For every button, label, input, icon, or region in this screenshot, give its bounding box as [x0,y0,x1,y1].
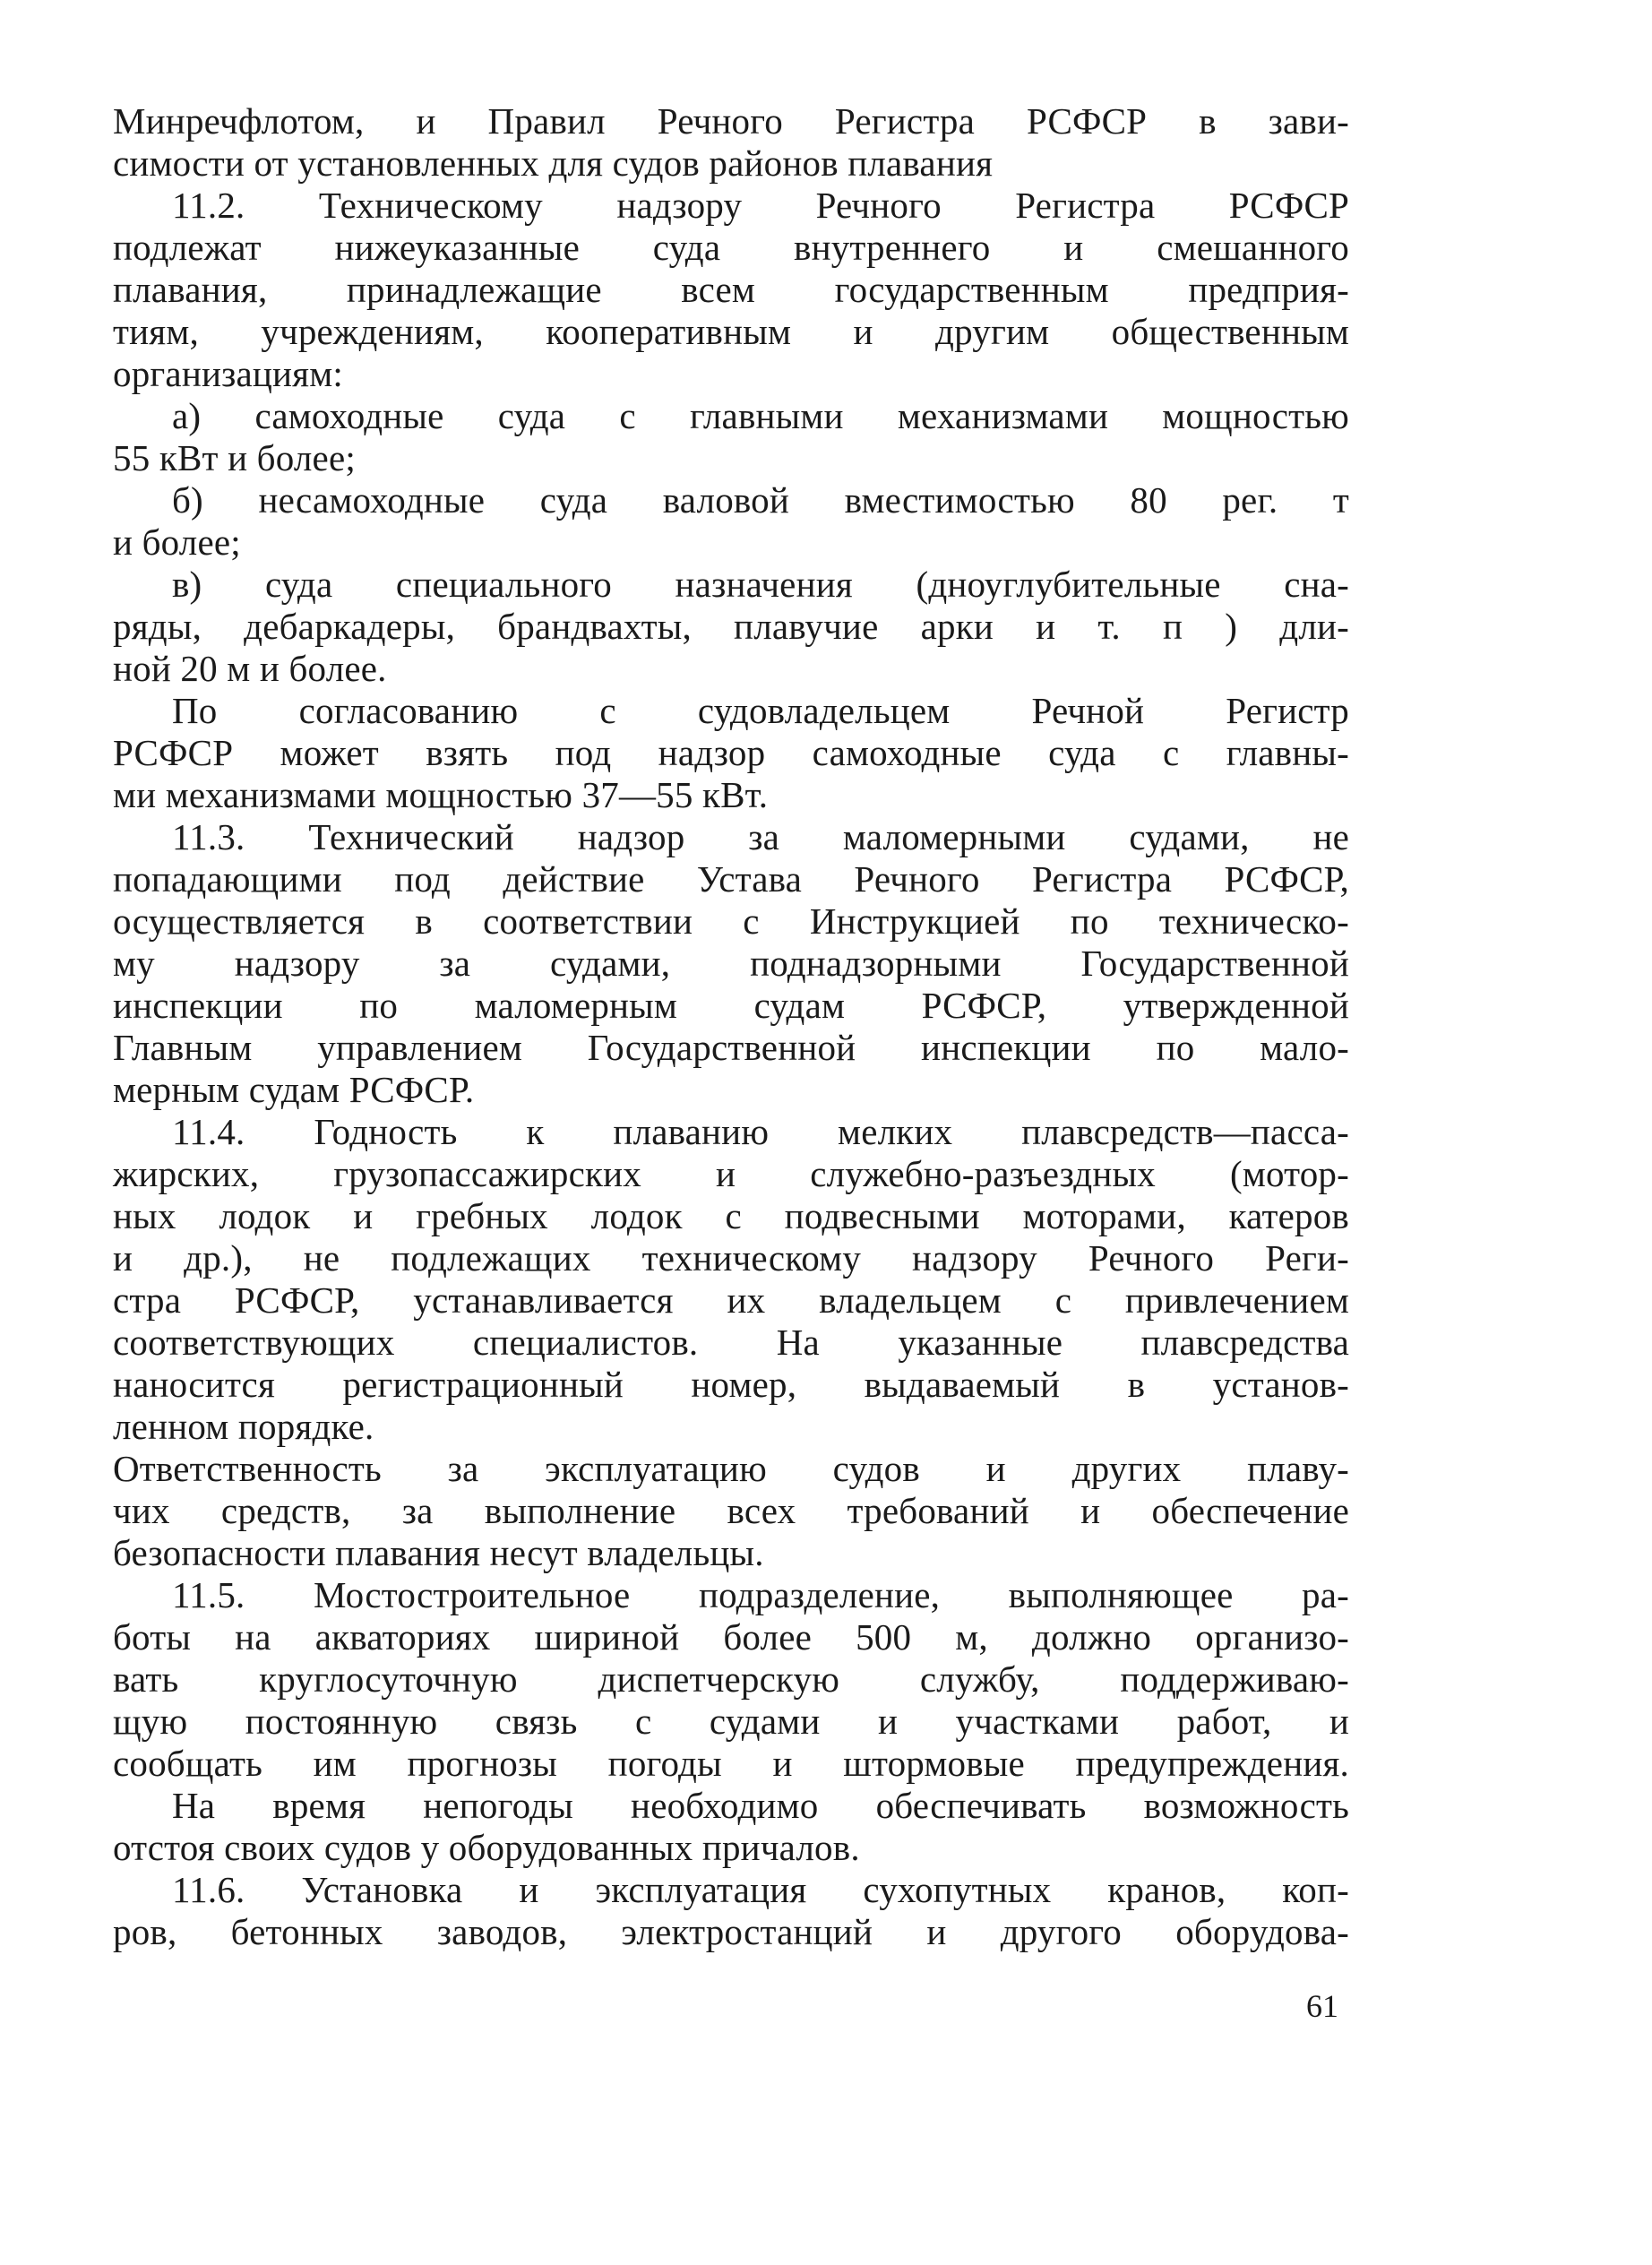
text-line: осуществляется в соответствии с Инструкцией по техническо- [113,900,1349,942]
text-line: и более; [113,521,241,563]
text-line: жирских, грузопассажирских и служебно-разъездных (мотор- [113,1153,1349,1194]
text-line: чих средств, за выполнение всех требований и обеспечение [113,1490,1349,1531]
text-line: вать круглосуточную диспетчерскую службу, поддерживаю- [113,1658,1349,1700]
text-line: а) самоходные суда с главными механизмами мощностью [172,395,1349,436]
text-line: инспекции по маломерным судам РСФСР, утвержденной [113,985,1349,1026]
text-line: 11.5. Мостостроительное подразделение, выполняющее ра- [172,1574,1349,1615]
text-line: стра РСФСР, устанавливается их владельцем с привлечением [113,1279,1349,1321]
text-line: ров, бетонных заводов, электростанций и другого оборудова- [113,1911,1349,1952]
page-text [113,100,1349,1953]
text-line: в) суда специального назначения (дноуглубительные сна- [172,564,1349,605]
text-line: ленном порядке. [113,1406,374,1447]
text-line: плавания, принадлежащие всем государственным предприя- [113,269,1349,310]
text-line: щую постоянную связь с судами и участками работ, и [113,1701,1349,1742]
text-line: ряды, дебаркадеры, брандвахты, плавучие арки и т. п ) дли- [113,606,1349,647]
text-line: 11.2. Техническому надзору Речного Регистра РСФСР [172,185,1349,226]
text-line: сообщать им прогнозы погоды и штормовые предупреждения. [113,1743,1349,1784]
page-number: 61 [1306,1988,1338,2024]
text-line: соответствующих специалистов. На указанные плавсредства [113,1322,1349,1363]
text-line: тиям, учреждениям, кооперативным и другим общественным [113,311,1349,352]
text-line: наносится регистрационный номер, выдаваемый в установ- [113,1364,1349,1405]
text-line: РСФСР может взять под надзор самоходные суда с главны- [113,732,1349,773]
text-line: и др.), не подлежащих техническому надзору Речного Реги- [113,1237,1349,1279]
text-line: попадающими под действие Устава Речного Регистра РСФСР, [113,858,1349,900]
text-line: подлежат нижеуказанные суда внутреннего и смешанного [113,227,1349,268]
text-line: 11.3. Технический надзор за маломерными судами, не [172,816,1349,857]
text-line: б) несамоходные суда валовой вместимостью 80 рег. т [172,479,1349,521]
text-line: Главным управлением Государственной инспекции по мало- [113,1027,1349,1068]
text-line: 55 кВт и более; [113,437,356,478]
text-line: симости от установленных для судов районов плавания [113,142,994,184]
text-line: ми механизмами мощностью 37—55 кВт. [113,774,769,815]
text-line: ной 20 м и более. [113,648,387,689]
text-line: му надзору за судами, поднадзорными Государственной [113,943,1349,984]
text-line: 11.4. Годность к плаванию мелких плавсредств—пасса- [172,1111,1349,1152]
text-line: мерным судам РСФСР. [113,1069,475,1110]
text-line: боты на акваториях шириной более 500 м, должно организо- [113,1616,1349,1658]
text-line: Ответственность за эксплуатацию судов и других плаву- [113,1448,1349,1489]
text-line: Минречфлотом, и Правил Речного Регистра РСФСР в зави- [113,100,1349,142]
text-line: организациям: [113,353,343,394]
text-line: 11.6. Установка и эксплуатация сухопутных кранов, коп- [172,1869,1349,1910]
text-line: безопасности плавания несут владельцы. [113,1532,764,1573]
text-line: ных лодок и гребных лодок с подвесными моторами, катеров [113,1195,1349,1236]
text-line: По согласованию с судовладельцем Речной Регистр [172,690,1349,731]
text-line: На время непогоды необходимо обеспечивать возможность [172,1785,1349,1826]
text-line: отстоя своих судов у оборудованных причалов. [113,1827,860,1868]
